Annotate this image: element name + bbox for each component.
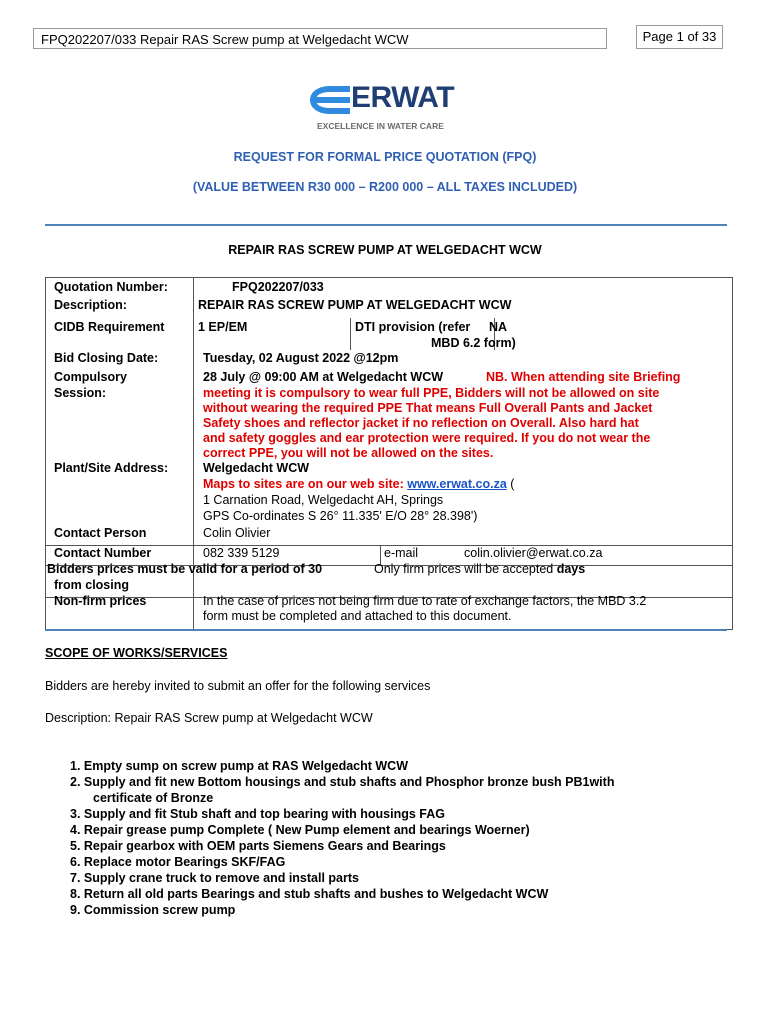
scope-intro: Bidders are hereby invited to submit an offer for the following services [45,679,431,693]
logo-wordmark: ERWAT [351,81,455,114]
quotation-number-value: FPQ202207/033 [232,280,324,294]
heading-divider [45,224,727,226]
site-address-label: Plant/Site Address: [54,461,169,475]
list-item: 6. Replace motor Bearings SKF/FAG [70,855,286,869]
site-name: Welgedacht WCW [203,461,310,475]
list-item: 7. Supply crane truck to remove and install parts [70,871,359,885]
list-item-cont: certificate of Bronze [93,791,214,805]
page-header [33,25,723,49]
validity-value [374,562,585,578]
validity-label: Bidders prices must be valid for a period of 30 [47,562,323,576]
list-item: 1. Empty sump on screw pump at RAS Welgedacht WCW [70,759,409,773]
list-item: 5. Repair gearbox with OEM parts Siemens Gears and Bearings [70,839,446,853]
non-firm-label: Non-firm prices [54,594,147,608]
scope-items-list [70,758,732,918]
scope-heading: SCOPE OF WORKS/SERVICES [45,646,228,660]
table-divider [350,318,351,350]
ppe-notice: without wearing the required PPE That means Full Overall Pants and Jacket [203,401,653,415]
ppe-notice: Safety shoes and reflector jacket if no reflection on Overall. Also hard hat [203,416,639,430]
cidb-value: 1 EP/EM [198,320,248,334]
maps-line [203,477,514,493]
validity-label-cont: from closing [54,578,130,592]
list-item: 3. Supply and fit Stub shaft and top bearing with housings FAG [70,807,445,821]
description-label: Description: [54,298,127,312]
subject-heading: REPAIR RAS SCREW PUMP AT WELGEDACHT WCW [228,243,542,257]
email-value[interactable]: colin.olivier@erwat.co.za [464,546,603,560]
erwat-logo-icon [308,84,352,116]
list-item: 4. Repair grease pump Complete ( New Pump element and bearings Woerner) [70,823,530,837]
scope-description: Description: Repair RAS Screw pump at Welgedacht WCW [45,711,373,725]
ppe-notice: meeting it is compulsory to wear full PPE, Bidders will not be allowed on site [203,386,660,400]
closing-date-label: Bid Closing Date: [54,351,159,365]
email-label: e-mail [384,546,419,560]
quotation-number-label: Quotation Number: [54,280,168,294]
table-bottom-rule [45,629,727,631]
ppe-notice: correct PPE, you will not be allowed on the sites. [203,446,494,460]
compulsory-label: Compulsory [54,370,127,384]
list-item [70,774,732,806]
compulsory-session-value: 28 July @ 09:00 AM at Welgedacht WCW [203,370,444,384]
contact-number-value: 082 339 5129 [203,546,280,560]
maps-text: Maps to sites are on our web site: [203,477,408,491]
ppe-notice: NB. When attending site Briefing [486,370,681,384]
compulsory-label-cont: Session: [54,386,107,400]
dti-value: NA [489,320,508,334]
dti-label: DTI provision (refer [355,320,471,334]
website-link[interactable]: www.erwat.co.za [407,477,507,491]
page-number: Page 1 of 33 [636,25,723,49]
closing-date-value: Tuesday, 02 August 2022 @12pm [203,351,399,365]
list-item: 9. Commission screw pump [70,903,236,917]
non-firm-value: In the case of prices not being firm due to rate of exchange factors, the MBD 3.2 [203,594,647,608]
document-title: FPQ202207/033 Repair RAS Screw pump at Welgedacht WCW [33,28,607,49]
maps-after: ( [506,477,515,491]
value-range-heading: (VALUE BETWEEN R30 000 – R200 000 – ALL TAXES INCLUDED) [192,180,578,194]
contact-number-label: Contact Number [54,546,152,560]
validity-days: days [556,562,586,576]
contact-person-label: Contact Person [54,526,147,540]
ppe-notice: and safety goggles and ear protection were required. If you do not wear the [203,431,651,445]
cidb-label: CIDB Requirement [54,320,165,334]
erwat-logo [308,81,468,134]
logo-tagline: EXCELLENCE IN WATER CARE [317,121,444,131]
gps-coordinates: GPS Co-ordinates S 26° 11.335' E/O 28° 28.398') [203,509,478,523]
firm-prices-text: Only firm prices will be accepted [374,562,554,576]
dti-label-cont: MBD 6.2 form) [431,336,516,350]
list-item: 8. Return all old parts Bearings and stub shafts and bushes to Welgedacht WCW [70,887,549,901]
fpq-heading: REQUEST FOR FORMAL PRICE QUOTATION (FPQ) [233,150,537,164]
list-item-text: 2. Supply and fit new Bottom housings and stub shafts and Phosphor bronze bush PB1with [70,775,615,789]
contact-person-value: Colin Olivier [203,526,271,540]
non-firm-value-cont: form must be completed and attached to this document. [203,609,512,623]
description-value: REPAIR RAS SCREW PUMP AT WELGEDACHT WCW [198,298,512,312]
site-address: 1 Carnation Road, Welgedacht AH, Springs [203,493,444,507]
